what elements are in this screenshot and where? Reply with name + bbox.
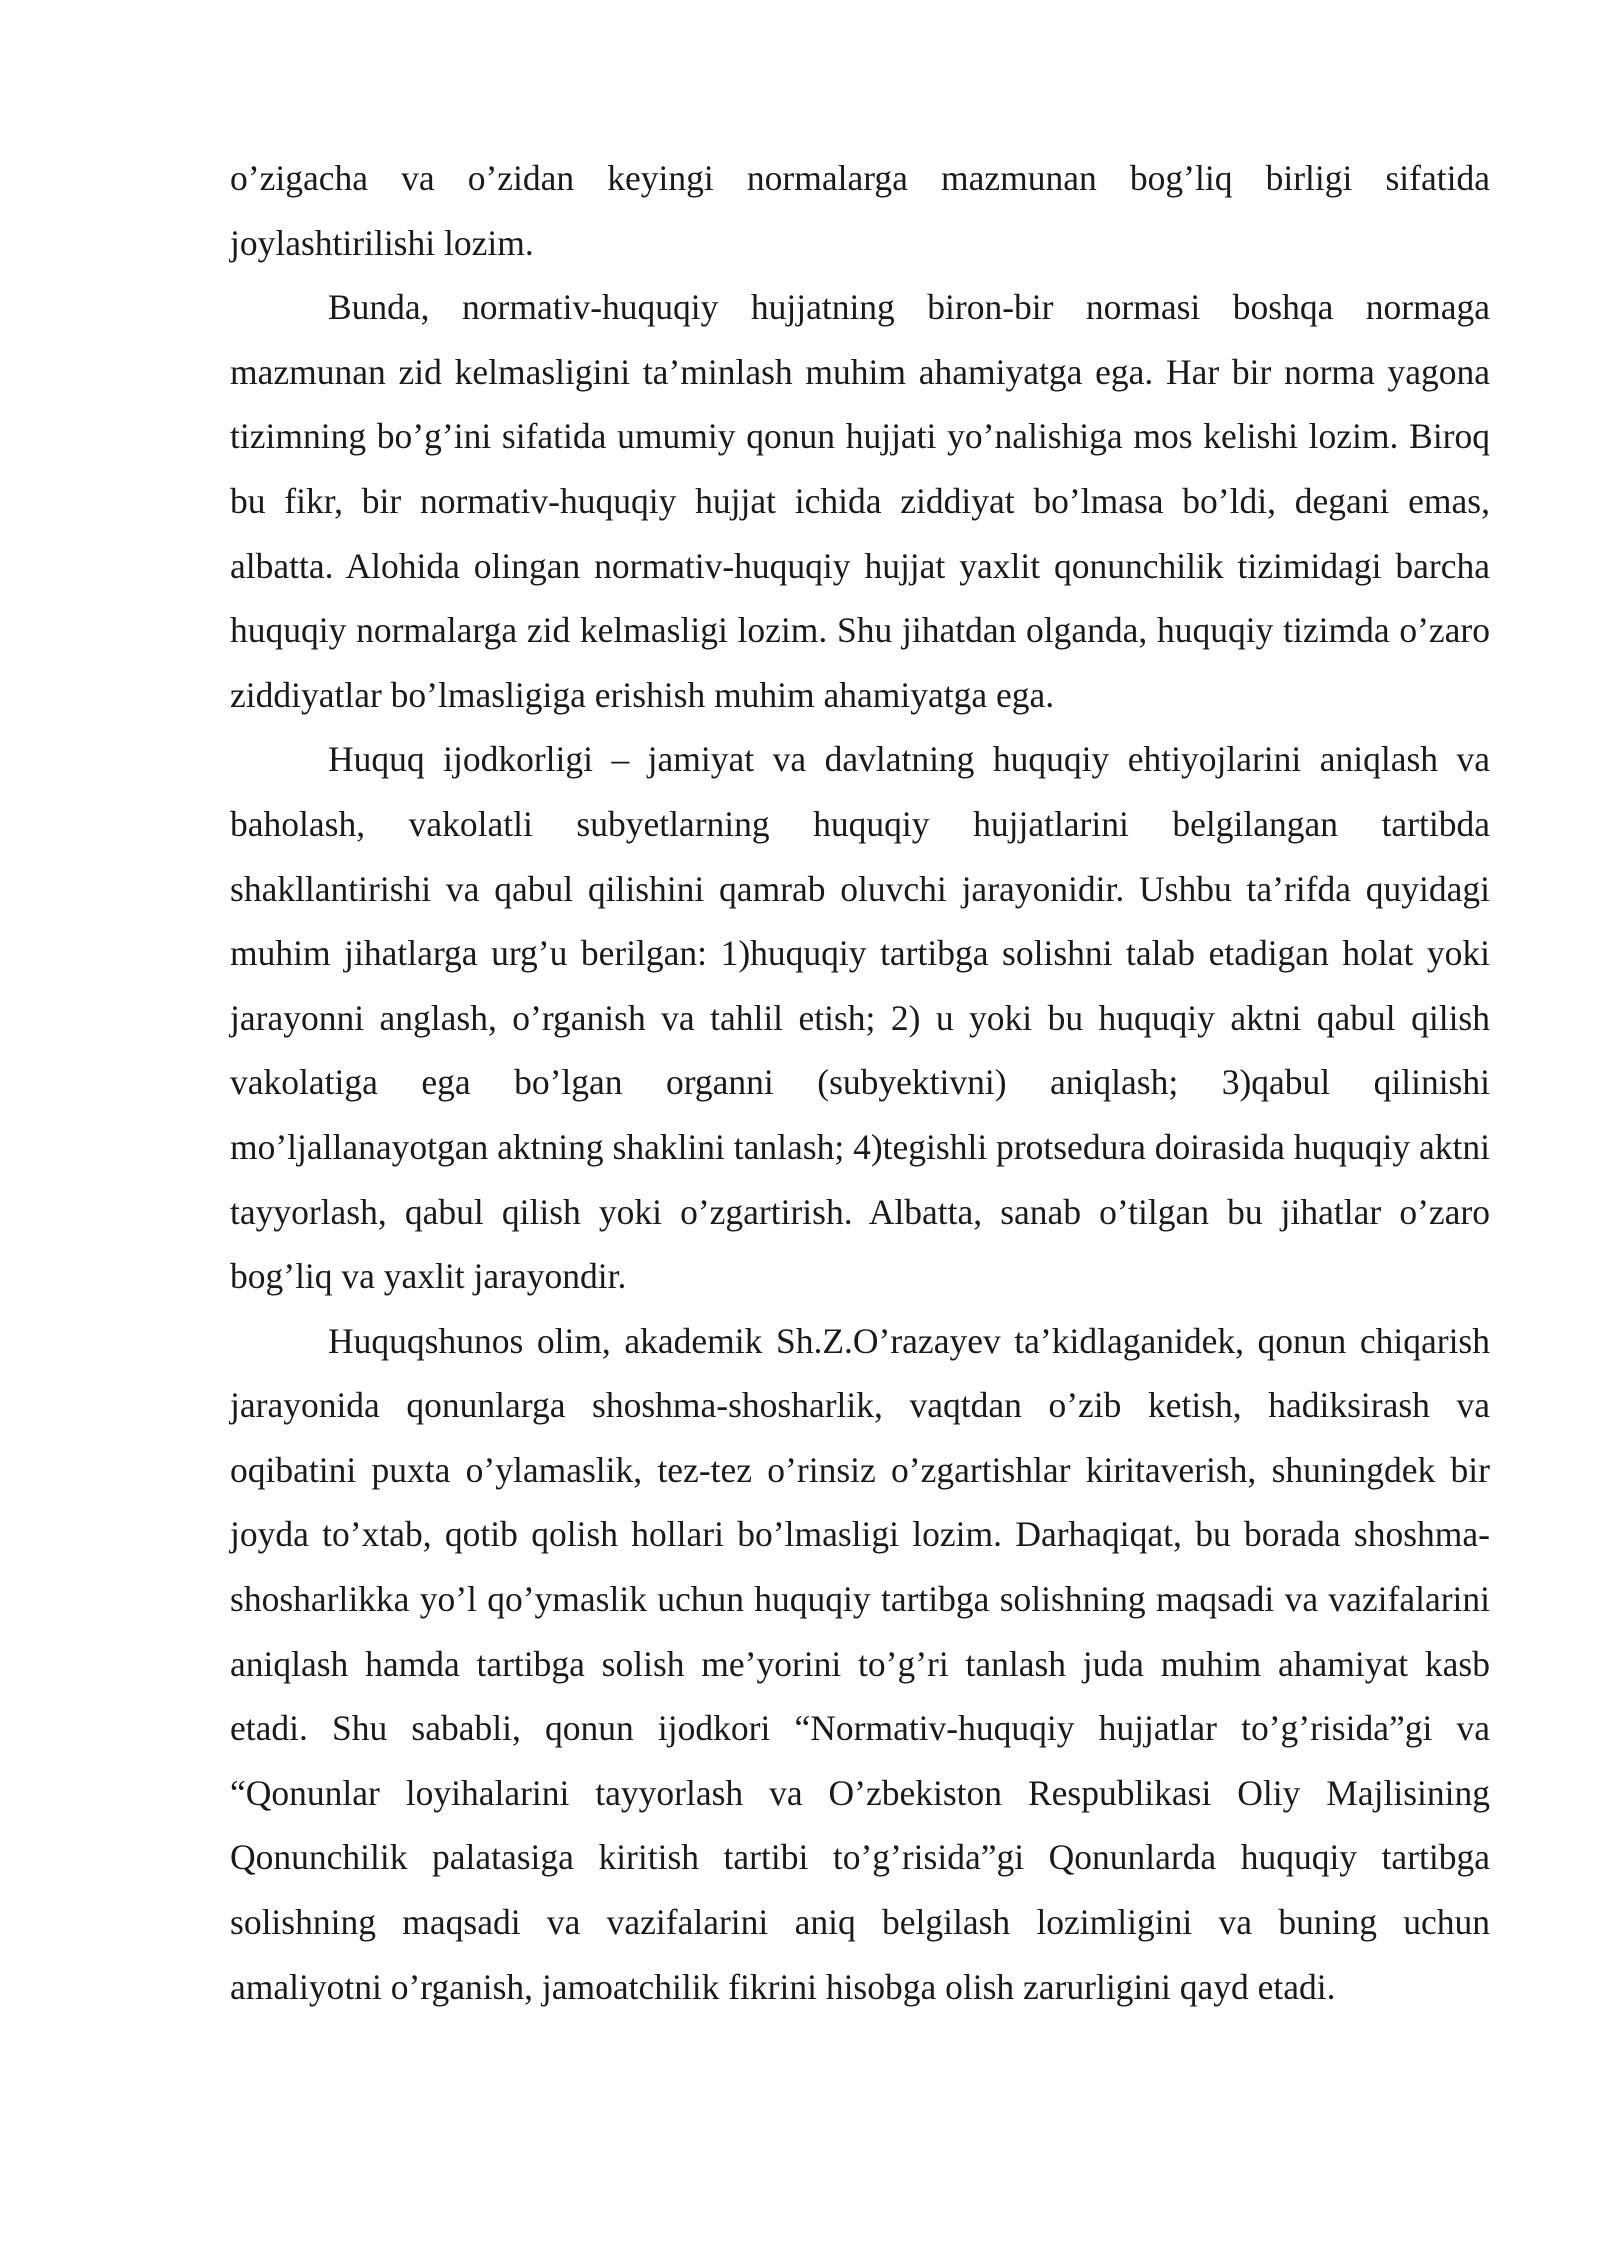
paragraph-academic-opinion: Huquqshunos olim, akademik Sh.Z.O’razayev ta’kidlaganidek, qonun chiqarish jarayonida qonunlarga shoshma-shosharlik, vaqtdan o’zib ketish, hadiksirash va oqibatini puxta o’ylamaslik, tez-tez o’rinsiz o’zgartishlar kiritaverish, shuningdek bir joyda to’xtab, qotib qolish hollari bo’lmasligi lozim. Darhaqiqat, bu borada shoshma-shosharlikka yo’l qo’ymaslik uchun huquqiy tartibga solishning maqsadi va vazifalarini aniqlash hamda tartibga solish me’yorini to’g’ri tanlash juda muhim ahamiyat kasb etadi. Shu sababli, qonun ijodkori “Normativ-huquqiy hujjatlar to’g’risida”gi va “Qonunlar loyihalarini tayyorlash va O’zbekiston Respublikasi Oliy Majlisining Qonunchilik palatasiga kiritish tartibi to’g’risida”gi Qonunlarda huquqiy tartibga solishning maqsadi va vazifalarini aniq belgilash lozimligini va buning uchun amaliyotni o’rganish, jamoatchilik fikrini hisobga olish zarurligini qayd etadi.	[230, 1320, 1490, 2007]
document-body	[230, 146, 1490, 2019]
paragraph-law-making-definition: Huquq ijodkorligi – jamiyat va davlatning huquqiy ehtiyojlarini aniqlash va baholash, vakolatli subyetlarning huquqiy hujjatlarini belgilangan tartibda shakllantirishi va qabul qilishini qamrab oluvchi jarayonidir. Ushbu ta’rifda quyidagi muhim jihatlarga urg’u berilgan: 1)huquqiy tartibga solishni talab etadigan holat yoki jarayonni anglash, o’rganish va tahlil etish; 2) u yoki bu huquqiy aktni qabul qilish vakolatiga ega bo’lgan organni (subyektivni) aniqlash; 3)qabul qilinishi mo’ljallanayotgan aktning shaklini tanlash; 4)tegishli protsedura doirasida huquqiy aktni tayyorlash, qabul qilish yoki o’zgartirish. Albatta, sanab o’tilgan bu jihatlar o’zaro bog’liq va yaxlit jarayondir.	[230, 739, 1490, 1297]
paragraph-norm-consistency: Bunda, normativ-huquqiy hujjatning biron-bir normasi boshqa normaga mazmunan zid kelmasligini ta’minlash muhim ahamiyatga ega. Har bir norma yagona tizimning bo’g’ini sifatida umumiy qonun hujjati yo’nalishiga mos kelishi lozim. Biroq bu fikr, bir normativ-huquqiy hujjat ichida ziddiyat bo’lmasa bo’ldi, degani emas, albatta. Alohida olingan normativ-huquqiy hujjat yaxlit qonunchilik tizimidagi barcha huquqiy normalarga zid kelmasligi lozim. Shu jihatdan olganda, huquqiy tizimda o’zaro ziddiyatlar bo’lmasligiga erishish muhim ahamiyatga ega.	[230, 287, 1490, 715]
paragraph-continuation: o’zigacha va o’zidan keyingi normalarga mazmunan bog’liq birligi sifatida joylashtirilishi lozim.	[230, 158, 1490, 263]
